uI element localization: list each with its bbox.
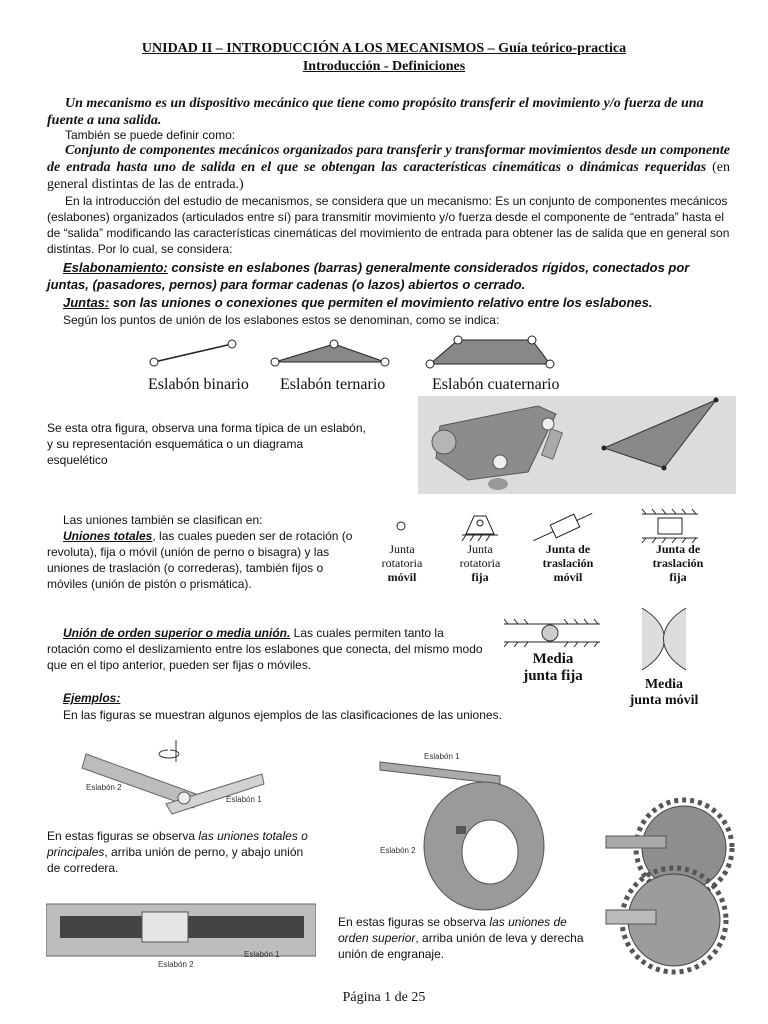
joint-label-line: Junta de xyxy=(655,542,701,556)
joint-label-line: Junta de xyxy=(545,542,591,556)
binary-link-label: Eslabón binario xyxy=(148,376,249,393)
sliding-joint-fixed-icon xyxy=(642,509,698,543)
pin-joint-eslabon2-label: Eslabón 2 xyxy=(86,783,122,792)
joint-label-line: móvil xyxy=(553,570,583,584)
mechanism-intro-paragraph xyxy=(47,193,730,257)
uniones-totales-term: Uniones totales xyxy=(63,529,153,543)
joint-label-rotating-fixed xyxy=(444,542,516,584)
pin-joint-eslabon1-label: Eslabón 1 xyxy=(226,795,262,804)
rotation-arrow-icon xyxy=(159,740,179,762)
eslabonamiento-text: consiste en eslabones (barras) generalmente considerados rígidos, conectados por juntas, (pasadores, pernos) para formar cadenas (o lazos) abiertos o cerrado. xyxy=(47,260,690,292)
totales-caption-text-end: , arriba unión de perno, y abajo unión de corredera. xyxy=(47,845,304,875)
ternary-link-shape xyxy=(271,340,389,366)
joint-label-line: traslación xyxy=(652,556,704,570)
definition-text-2-note: (en general distintas de las de entrada.) xyxy=(47,160,730,192)
half-joint-mobile-label xyxy=(618,677,710,709)
half-joint-fixed-label xyxy=(508,651,598,685)
joint-icons xyxy=(380,508,720,544)
eslabonamiento-term: Eslabonamiento: xyxy=(63,260,168,275)
ejemplos-term: Ejemplos: xyxy=(63,691,121,705)
joint-label-line: rotatoria xyxy=(381,556,423,570)
definition-text-2: Conjunto de componentes mecánicos organizados para transferir y transformar movimientos desde un componente de entrada hasta uno de salida en el que se obtengan las características cinemáticas o dinámicas requeridas xyxy=(47,143,730,175)
rotating-joint-fixed-icon xyxy=(462,516,498,541)
half-joint-mobile-icon xyxy=(624,606,704,672)
juntas-definition xyxy=(63,294,730,311)
totales-caption-text: En estas figuras se observa xyxy=(47,829,199,843)
cam-eslabon1-label: Eslabón 1 xyxy=(424,752,460,761)
link-photo-figure xyxy=(418,396,736,494)
ejemplos-heading xyxy=(63,690,120,706)
totales-caption-emphasis: las uniones totales o principales xyxy=(47,829,308,859)
joint-label-line: traslación xyxy=(542,556,594,570)
joint-label-line: móvil xyxy=(387,570,417,584)
half-joint-fixed-label-line: Media xyxy=(532,651,574,667)
joint-label-sliding-mobile xyxy=(526,542,610,584)
slider-eslabon1-label: Eslabón 1 xyxy=(244,950,280,959)
cam-eslabon2-label: Eslabón 2 xyxy=(380,846,416,855)
quaternary-link-label: Eslabón cuaternario xyxy=(432,376,560,393)
totales-caption xyxy=(47,828,317,876)
definition-paragraph-2 xyxy=(47,142,730,193)
link-types-diagram xyxy=(140,334,570,374)
binary-link-shape xyxy=(150,340,236,366)
eslabonamiento-definition xyxy=(47,259,730,293)
rotating-joint-mobile-icon xyxy=(397,522,405,530)
unit-title: UNIDAD II – INTRODUCCIÓN A LOS MECANISMOS – Guía teórico-practica xyxy=(141,41,627,56)
joint-label-line: rotatoria xyxy=(459,556,501,570)
joint-label-sliding-fixed xyxy=(636,542,720,584)
sliding-joint-mobile-icon xyxy=(530,508,595,544)
ternary-link-label: Eslabón ternario xyxy=(280,376,386,393)
union-superior-paragraph xyxy=(47,625,487,673)
also-defined-text: También se puede definir como: xyxy=(65,128,236,142)
joint-label-rotating-mobile xyxy=(366,542,438,584)
joint-label-line: fija xyxy=(471,570,489,584)
union-superior-text: Las cuales permiten tanto la rotación como el deslizamiento entre los eslabones que conecta, del mismo modo que en el tipo anterior, pueden ser fijas o móviles. xyxy=(47,626,483,672)
juntas-text: son las uniones o conexiones que permiten el movimiento relativo entre los eslabones. xyxy=(109,295,653,310)
joint-label-line: Junta xyxy=(467,542,493,556)
uniones-totales-text: , las cuales pueden ser de rotación (o revoluta), fija o móvil (unión de perno o bisagra) y las uniones de traslación (o correderas), también fijos o móviles (unión de pistón o prismática). xyxy=(47,529,353,591)
gear-lower-shape xyxy=(606,868,726,972)
joint-label-line: fija xyxy=(669,570,687,584)
page-number: Página 1 de 25 xyxy=(342,990,426,1005)
uniones-totales-paragraph xyxy=(47,528,353,592)
segun-text: Según los puntos de unión de los eslabones estos se denominan, como se indica: xyxy=(63,313,500,327)
half-joint-mobile-label-line: junta móvil xyxy=(629,693,699,708)
definition-paragraph-1 xyxy=(47,95,730,129)
ejemplos-text: En las figuras se muestran algunos ejemplos de las clasificaciones de las uniones. xyxy=(63,708,502,722)
superior-caption-emphasis: las uniones de orden superior xyxy=(338,915,567,945)
section-subtitle: Introducción - Definiciones xyxy=(302,59,466,74)
gear-joint-figure xyxy=(596,796,746,982)
slider-eslabon2-label: Eslabón 2 xyxy=(158,960,194,969)
joint-label-line: Junta xyxy=(389,542,415,556)
pin-joint-figure xyxy=(76,738,266,818)
cam-joint-figure xyxy=(372,748,548,916)
link-figure-caption: Se esta otra figura, observa una forma típica de un eslabón, y su representación esquemática o un diagrama esquelético xyxy=(47,421,366,467)
superior-caption xyxy=(338,914,586,962)
definition-text-1: Un mecanismo es un dispositivo mecánico que tiene como propósito transferir el movimiento y/o fuerza de una fuente a una salida. xyxy=(47,96,704,128)
quaternary-link-shape xyxy=(426,336,554,368)
half-joint-mobile-label-line: Media xyxy=(644,677,684,692)
half-joint-fixed-label-line: junta fija xyxy=(523,668,583,684)
juntas-term: Juntas: xyxy=(63,295,110,310)
union-superior-term: Unión de orden superior o media unión. xyxy=(63,626,291,640)
superior-caption-text-end: , arriba unión de leva y derecha unión de engranaje. xyxy=(338,931,584,961)
half-joint-fixed-icon xyxy=(504,616,600,652)
superior-caption-text: En estas figuras se observa xyxy=(338,915,490,929)
mechanism-intro-text: En la introducción del estudio de mecanismos, se considera que un mecanismo: Es un conjunto de componentes mecánicos (eslabones) organizados (articulados entre sí) para transmitir movimiento y/o fuerza desde el componente de “entrada” hasta el de “salida” modificando las características cinemáticas del movimiento de entrada para obtener las de salida que en general son distintas. Por lo cual, se considera: xyxy=(47,194,730,256)
uniones-intro: Las uniones también se clasifican en: xyxy=(63,513,263,527)
